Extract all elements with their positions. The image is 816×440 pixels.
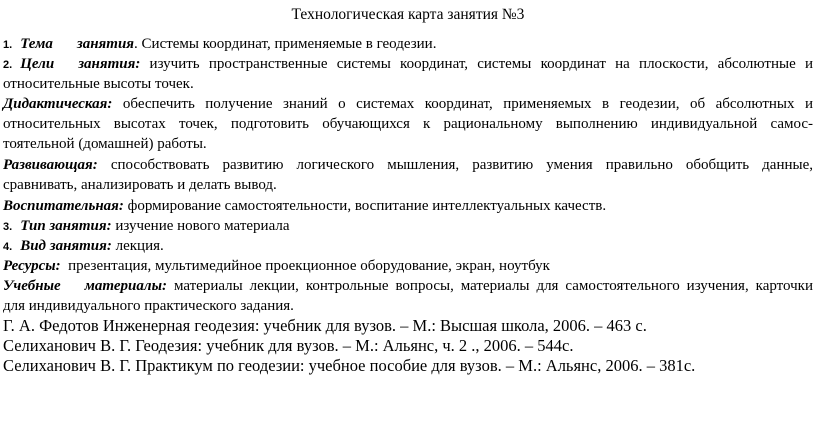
materials-text-2: для индивидуального практического задания. [3,298,294,314]
developing-text-2: сравнивать, анализировать и делать вывод. [3,177,277,193]
type-text: изучение нового материала [115,218,290,234]
developing-text-1: способствовать развитию логического мышления, развитию умения правильно обобщить данные, [110,157,813,173]
reference-2: Селиханович В. Г. Геодезия: учебник для вузов. – М.: Альянс, ч. 2 ., 2006. – 544с. [3,336,574,355]
didactic-text-1: обеспечить получение знаний о системах координат, применяемых в геодезии, об абсолютных и [122,96,814,112]
topic-line [3,34,436,55]
page-title: Технологическая карта занятия №3 [291,6,525,23]
resources-line [3,256,550,276]
goals-number: 2. [3,59,13,71]
type-number: 3. [3,221,13,233]
kind-label: Вид занятия: [20,238,112,254]
topic-label: Тема [20,36,53,52]
didactic-text-2: относительных высотах точек, подготовить обучающихся к рациональному выполнению индивидуальной самос- [3,116,813,132]
topic-number: 1. [3,39,13,51]
didactic-text-3: тоятельной (домашней) работы. [3,136,207,152]
resources-label: Ресурсы: [3,258,61,274]
topic-label-2: занятия [76,36,135,52]
didactic-label: Дидактическая: [3,96,113,112]
educational-text: формирование самостоятельности, воспитание интеллектуальных качеств. [127,198,607,214]
reference-3: Селиханович В. Г. Практикум по геодезии: учебное пособие для вузов. – М.: Альянс, 2006. – 381с. [3,356,696,375]
educational-line [3,196,606,216]
goals-text-2: относительные высоты точек. [3,76,194,92]
type-line [3,216,290,237]
goals-text-1: изучить пространственные системы координат, системы координат на плоскости, абсолютные и [149,56,813,72]
reference-1: Г. А. Федотов Инженерная геодезия: учебник для вузов. – М.: Высшая школа, 2006. – 463 с. [3,316,647,335]
materials-line-1 [3,276,813,296]
kind-line [3,236,164,257]
kind-number: 4. [3,241,13,253]
developing-line-1 [3,155,813,175]
educational-label: Воспитательная: [3,198,124,214]
topic-text: . Системы координат, применяемые в геодезии. [134,36,437,52]
type-label: Тип занятия: [20,218,112,234]
goals-label-2: занятия: [78,56,141,72]
goals-label: Цели [20,56,55,72]
developing-label: Развивающая: [3,157,98,173]
materials-label: Учебные [3,278,61,294]
resources-text: презентация, мультимедийное проекционное оборудование, экран, ноутбук [68,258,550,274]
didactic-line-1 [3,94,813,114]
goals-line-1 [3,54,813,75]
kind-text: лекция. [115,238,164,254]
materials-text-1: материалы лекции, контрольные вопросы, материалы для самостоятельного изучения, карточки [173,278,813,294]
materials-label-2: материалы: [84,278,168,294]
